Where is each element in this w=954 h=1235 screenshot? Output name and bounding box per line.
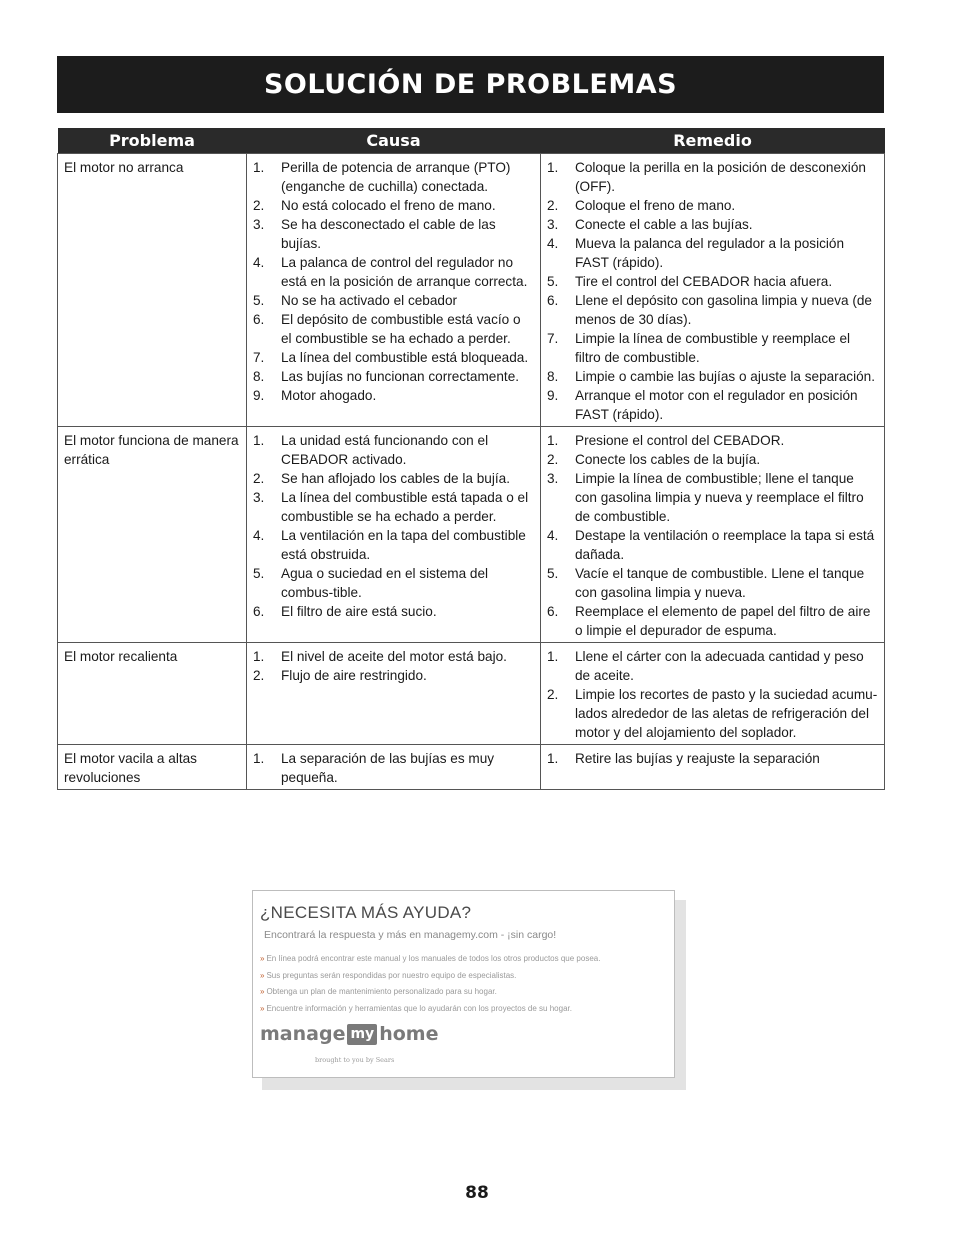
help-bullet-text: Encuentre información y herramientas que lo ayudarán con los proyectos de su hogar. [266, 1003, 572, 1013]
help-bullet-text: En línea podrá encontrar este manual y los manuales de todos los otros productos que posea. [266, 954, 601, 963]
help-subtitle: Encontrará la respuesta y más en managemy.com - ¡sin cargo! [264, 929, 557, 941]
item-number: 1. [547, 433, 559, 448]
item-number: 8. [253, 369, 265, 384]
list-item [253, 291, 534, 310]
item-text: Reemplace el elemento de papel del filtro de aire o limpie el depurador de espuma. [575, 604, 871, 638]
help-bullet [260, 951, 600, 968]
item-text: La unidad está funcionando con el CEBADOR activado. [281, 433, 489, 467]
list-item [253, 647, 534, 666]
item-text: El nivel de aceite del motor está bajo. [281, 649, 507, 664]
bullet-arrow-icon: » [260, 987, 265, 996]
item-text: Flujo de aire restringido. [281, 668, 427, 683]
problem-cell: El motor recalienta [58, 643, 247, 745]
item-number: 6. [547, 604, 559, 619]
list-item [547, 234, 878, 272]
cause-cell [247, 745, 541, 790]
problem-cell: El motor vacila a altas revoluciones [58, 745, 247, 790]
help-box-shadow-right [674, 900, 686, 1090]
item-text: Destape la ventilación o reemplace la tapa si está dañada. [575, 528, 875, 562]
item-text: Arranque el motor con el regulador en posición FAST (rápido). [575, 388, 858, 422]
item-number: 1. [253, 751, 265, 766]
item-text: Limpie o cambie las bujías o ajuste la separación. [575, 369, 875, 384]
item-text: Conecte el cable a las bujías. [575, 217, 753, 232]
item-text: Perilla de potencia de arranque (PTO) (enganche de cuchilla) conectada. [281, 160, 511, 194]
logo-manage-text: manage [260, 1023, 346, 1045]
item-number: 7. [253, 350, 265, 365]
item-text: Llene el depósito con gasolina limpia y nueva (de menos de 30 días). [575, 293, 872, 327]
remedy-cell [541, 427, 885, 643]
item-number: 5. [253, 293, 265, 308]
item-text: La ventilación en la tapa del combustible está obstruida. [281, 528, 526, 562]
list-item [253, 196, 534, 215]
help-box-shadow-bottom [262, 1077, 686, 1090]
item-number: 9. [253, 388, 265, 403]
list-item [253, 526, 534, 564]
item-number: 3. [547, 471, 559, 486]
cause-list [253, 647, 534, 685]
cause-list [253, 431, 534, 621]
page-title: SOLUCIÓN DE PROBLEMAS [263, 69, 678, 100]
title-banner [57, 56, 884, 113]
item-text: Coloque la perilla en la posición de desconexión (OFF). [575, 160, 866, 194]
item-text: Se han aflojado los cables de la bujía. [281, 471, 510, 486]
list-item [253, 749, 534, 787]
table-header-row [58, 128, 885, 154]
remedy-list [547, 158, 878, 424]
item-number: 7. [547, 331, 559, 346]
list-item [253, 431, 534, 469]
item-text: El depósito de combustible está vacío o el combustible se ha echado a perder. [281, 312, 521, 346]
item-text: La palanca de control del regulador no está en la posición de arranque correcta. [281, 255, 528, 289]
list-item [253, 310, 534, 348]
item-text: Limpie la línea de combustible y reemplace el filtro de combustible. [575, 331, 851, 365]
remedy-list [547, 749, 878, 768]
logo-tagline: brought to you by Sears [315, 1056, 395, 1064]
bullet-arrow-icon: » [260, 1003, 265, 1013]
item-text: Retire las bujías y reajuste la separación [575, 751, 820, 766]
item-text: Vacíe el tanque de combustible. Llene el tanque con gasolina limpia y nueva. [575, 566, 865, 600]
table-row [58, 745, 885, 790]
table-row [58, 154, 885, 427]
help-bullet-text: Obtenga un plan de mantenimiento personalizado para su hogar. [266, 987, 497, 996]
list-item [547, 469, 878, 526]
list-item [253, 602, 534, 621]
list-item [253, 253, 534, 291]
item-number: 3. [253, 217, 265, 232]
help-bullet [260, 968, 600, 985]
table-body [58, 154, 885, 790]
item-number: 6. [253, 312, 265, 327]
list-item [547, 647, 878, 685]
item-text: Conecte los cables de la bujía. [575, 452, 761, 467]
item-number: 5. [547, 274, 559, 289]
help-bullet [260, 984, 600, 1001]
item-number: 5. [547, 566, 559, 581]
help-box [252, 890, 675, 1078]
list-item [547, 450, 878, 469]
list-item [547, 386, 878, 424]
list-item [547, 367, 878, 386]
list-item [547, 564, 878, 602]
list-item [547, 272, 878, 291]
item-text: Agua o suciedad en el sistema del combus-tible. [281, 566, 489, 600]
item-number: 1. [547, 751, 559, 766]
item-text: Limpie los recortes de pasto y la suciedad acumu-lados alrededor de las aletas de refrigeración del motor y del alojamiento del soplador. [575, 687, 878, 740]
list-item [253, 386, 534, 405]
bullet-arrow-icon: » [260, 970, 265, 980]
item-number: 2. [547, 687, 559, 702]
item-number: 1. [547, 160, 559, 175]
item-text: La línea del combustible está bloqueada. [281, 350, 529, 365]
item-number: 2. [253, 668, 265, 683]
item-text: No está colocado el freno de mano. [281, 198, 496, 213]
list-item [547, 602, 878, 640]
item-text: Limpie la línea de combustible; llene el tanque con gasolina limpia y nueva y reemplace el filtro de combustible. [575, 471, 864, 524]
item-number: 9. [547, 388, 559, 403]
item-number: 2. [547, 198, 559, 213]
list-item [253, 158, 534, 196]
troubleshooting-table [57, 128, 885, 790]
remedy-list [547, 647, 878, 742]
cause-cell [247, 154, 541, 427]
item-number: 6. [547, 293, 559, 308]
list-item [547, 196, 878, 215]
item-text: Se ha desconectado el cable de las bujías. [281, 217, 496, 251]
list-item [253, 564, 534, 602]
help-title: ¿NECESITA MÁS AYUDA? [260, 903, 472, 922]
list-item [547, 685, 878, 742]
item-number: 3. [547, 217, 559, 232]
list-item [547, 329, 878, 367]
item-number: 2. [547, 452, 559, 467]
item-number: 4. [253, 528, 265, 543]
remedy-cell [541, 154, 885, 427]
page-number: 88 [465, 1183, 489, 1203]
header-causa: Causa [247, 128, 541, 154]
item-number: 1. [253, 649, 265, 664]
remedy-cell [541, 745, 885, 790]
list-item [253, 348, 534, 367]
item-text: No se ha activado el cebador [281, 293, 458, 308]
managemyhome-logo [260, 1023, 438, 1045]
item-text: Las bujías no funcionan correctamente. [281, 369, 520, 384]
remedy-list [547, 431, 878, 640]
list-item [253, 666, 534, 685]
item-text: Tire el control del CEBADOR hacia afuera. [575, 274, 833, 289]
item-text: Llene el cárter con la adecuada cantidad y peso de aceite. [575, 649, 864, 683]
cause-cell [247, 427, 541, 643]
item-number: 4. [547, 528, 559, 543]
item-number: 8. [547, 369, 559, 384]
item-number: 1. [253, 160, 265, 175]
item-text: La línea del combustible está tapada o el combustible se ha echado a perder. [281, 490, 529, 524]
list-item [547, 291, 878, 329]
list-item [253, 215, 534, 253]
header-problema: Problema [58, 128, 247, 154]
list-item [547, 215, 878, 234]
item-text: La separación de las bujías es muy pequeña. [281, 751, 495, 785]
item-number: 1. [547, 649, 559, 664]
list-item [253, 469, 534, 488]
table-row [58, 643, 885, 745]
item-number: 5. [253, 566, 265, 581]
list-item [547, 749, 878, 768]
item-number: 4. [547, 236, 559, 251]
item-text: El filtro de aire está sucio. [281, 604, 437, 619]
list-item [547, 431, 878, 450]
problem-cell: El motor no arranca [58, 154, 247, 427]
item-text: Coloque el freno de mano. [575, 198, 736, 213]
item-number: 1. [253, 433, 265, 448]
item-number: 2. [253, 471, 265, 486]
cause-list [253, 749, 534, 787]
bullet-arrow-icon: » [260, 954, 265, 963]
item-text: Presione el control del CEBADOR. [575, 433, 785, 448]
help-bullet [260, 1001, 600, 1018]
item-text: Mueva la palanca del regulador a la posición FAST (rápido). [575, 236, 845, 270]
item-number: 3. [253, 490, 265, 505]
list-item [253, 488, 534, 526]
table-row [58, 427, 885, 643]
logo-home-text: home [379, 1023, 439, 1045]
help-bullet-text: Sus preguntas serán respondidas por nuestro equipo de especialistas. [266, 970, 517, 980]
item-number: 6. [253, 604, 265, 619]
remedy-cell [541, 643, 885, 745]
problem-cell: El motor funciona de manera errática [58, 427, 247, 643]
item-text: Motor ahogado. [281, 388, 377, 403]
item-number: 2. [253, 198, 265, 213]
list-item [547, 158, 878, 196]
cause-cell [247, 643, 541, 745]
item-number: 4. [253, 255, 265, 270]
list-item [547, 526, 878, 564]
cause-list [253, 158, 534, 405]
list-item [253, 367, 534, 386]
header-remedio: Remedio [541, 128, 885, 154]
logo-my-badge: my [347, 1024, 377, 1045]
help-bullet-list [260, 951, 600, 1017]
